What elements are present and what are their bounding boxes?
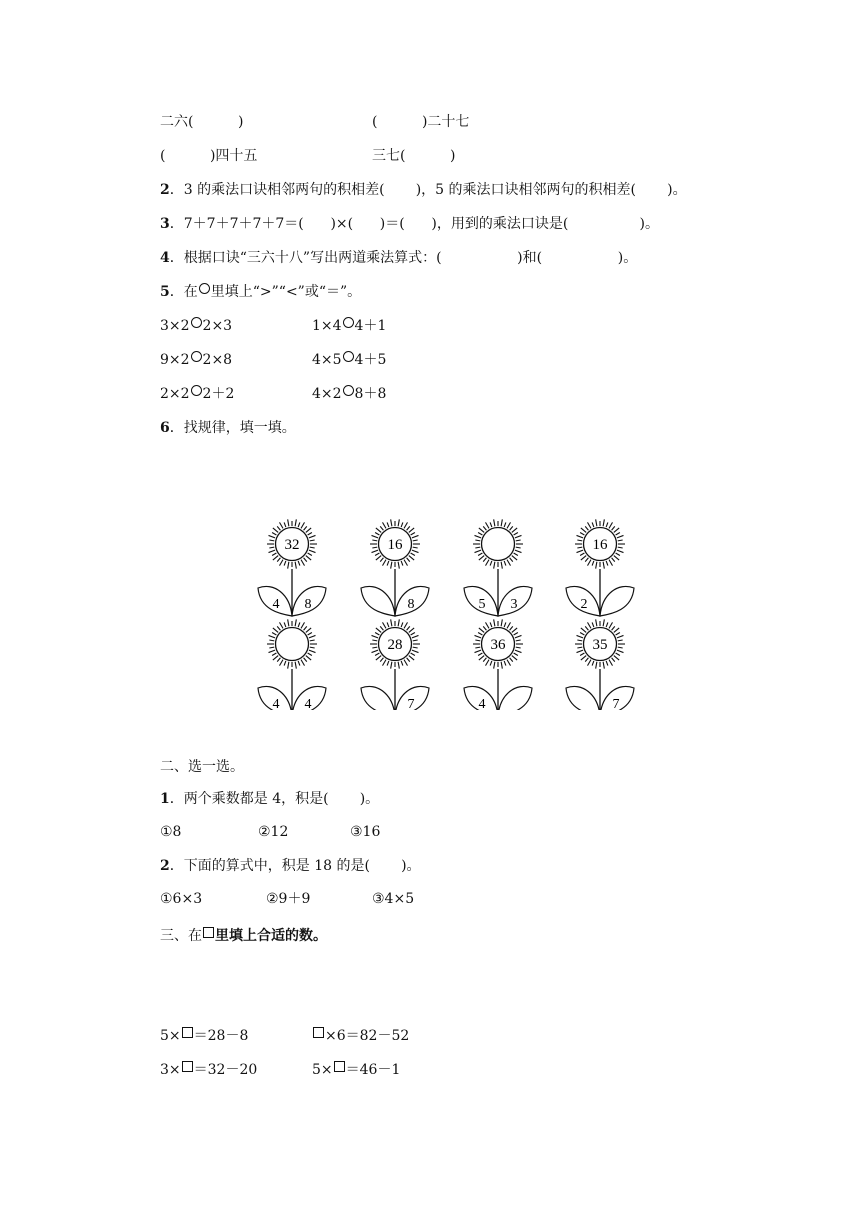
leaf-left[interactable]: [566, 686, 600, 710]
compare-item: 9×2 2×8: [160, 352, 233, 368]
question-6: [160, 419, 296, 437]
box-icon[interactable]: [334, 1061, 345, 1072]
circle-icon: [199, 283, 210, 294]
sunflower: [464, 619, 532, 710]
flower-pattern-figure: [250, 510, 650, 710]
circle-icon[interactable]: [343, 351, 354, 362]
section-2-heading: 二、选一选。: [160, 759, 244, 775]
compare-item: 4×2 8＋8: [312, 386, 387, 402]
box-equation: 3× ＝32－20: [160, 1062, 258, 1078]
sunflower: [361, 519, 429, 616]
question-number: 5: [160, 284, 170, 300]
compare-item: 1×4 4＋1: [312, 318, 387, 334]
leaf-right-number: 4: [304, 697, 312, 710]
leaf-right[interactable]: [600, 586, 634, 616]
question-2: [160, 181, 687, 199]
leaf-left[interactable]: [361, 686, 395, 710]
leaf-left-number: 4: [478, 697, 486, 710]
option[interactable]: ②12: [258, 824, 289, 840]
sunflower: [258, 519, 326, 616]
leaf-left-number: 2: [580, 597, 588, 612]
sunflower: [464, 519, 532, 616]
flower-center-number: 36: [490, 637, 506, 653]
question-number: 2: [160, 858, 170, 874]
question-text: ．下面的算式中，积是 18 的是( )。: [169, 858, 421, 874]
sunflower: [566, 619, 634, 710]
option[interactable]: ①6×3: [160, 891, 203, 907]
circle-icon[interactable]: [191, 385, 202, 396]
fill-item-2a: ( )四十五: [160, 148, 258, 164]
circle-icon[interactable]: [343, 317, 354, 328]
box-icon[interactable]: [313, 1027, 324, 1038]
question-number: 1: [160, 791, 170, 807]
flower-center[interactable]: [482, 528, 515, 561]
leaf-right-number: 7: [612, 697, 620, 710]
box-icon: [203, 927, 214, 938]
circle-icon[interactable]: [343, 385, 354, 396]
question-text: ．两个乘数都是 4，积是( )。: [169, 791, 380, 807]
section-3-heading: 三、在 里填上合适的数。: [160, 928, 327, 944]
flower-center-number: 35: [592, 637, 608, 653]
box-equation: 5× ＝28－8: [160, 1028, 249, 1044]
circle-icon[interactable]: [191, 317, 202, 328]
flower-center-number: 16: [387, 537, 403, 553]
choice-question-1: [160, 790, 379, 808]
option[interactable]: ③4×5: [372, 891, 415, 907]
question-text-post: 里填上“>”“<”或“＝”。: [210, 284, 362, 300]
compare-item: 3×2 2×3: [160, 318, 233, 334]
question-number: 3: [160, 216, 170, 232]
leaf-left-number: 4: [272, 697, 280, 710]
box-equation: ×6＝82－52: [312, 1027, 409, 1045]
compare-item: 2×2 2＋2: [160, 386, 235, 402]
box-icon[interactable]: [182, 1027, 193, 1038]
fill-item-2b: 三七( ): [372, 148, 456, 164]
leaf-right-number: 8: [407, 597, 415, 612]
sunflower: [361, 619, 429, 710]
question-text-pre: ．在: [169, 284, 198, 300]
question-text: ．7＋7＋7＋7＋7＝( )×( )＝( )，用到的乘法口诀是( )。: [169, 216, 660, 232]
leaf-left-number: 4: [272, 597, 280, 612]
fill-item-1a: 二六( ): [160, 114, 244, 130]
flower-center-number: 32: [284, 537, 300, 553]
circle-icon[interactable]: [191, 351, 202, 362]
question-text: ．根据口诀“三六十八”写出两道乘法算式：( )和( )。: [169, 250, 638, 266]
choice-question-2: [160, 857, 421, 875]
leaf-right-number: 8: [304, 597, 312, 612]
fill-item-1b: ( )二十七: [372, 114, 470, 130]
question-number: 4: [160, 250, 170, 266]
leaf-right-number: 3: [510, 597, 518, 612]
compare-item: 4×5 4＋5: [312, 352, 387, 368]
option[interactable]: ①8: [160, 824, 182, 840]
sunflower: [258, 619, 326, 710]
leaf-left[interactable]: [361, 586, 395, 616]
sunflower: [566, 519, 634, 616]
question-text: ．找规律，填一填。: [169, 420, 296, 436]
question-number: 2: [160, 182, 170, 198]
flower-center-number: 16: [592, 537, 608, 553]
question-5: [160, 283, 361, 301]
flower-center-number: 28: [387, 637, 403, 653]
leaf-right-number: 7: [407, 697, 415, 710]
box-icon[interactable]: [182, 1061, 193, 1072]
question-number: 6: [160, 420, 170, 436]
question-4: [160, 249, 637, 267]
question-text: ．3 的乘法口诀相邻两句的积相差( )，5 的乘法口诀相邻两句的积相差( )。: [169, 182, 687, 198]
flower-center[interactable]: [276, 628, 309, 661]
question-3: [160, 215, 659, 233]
leaf-right[interactable]: [498, 686, 532, 710]
leaf-left-number: 5: [478, 597, 486, 612]
box-equation: 5× ＝46－1: [312, 1062, 401, 1078]
option[interactable]: ②9＋9: [266, 891, 311, 907]
option[interactable]: ③16: [350, 824, 381, 840]
